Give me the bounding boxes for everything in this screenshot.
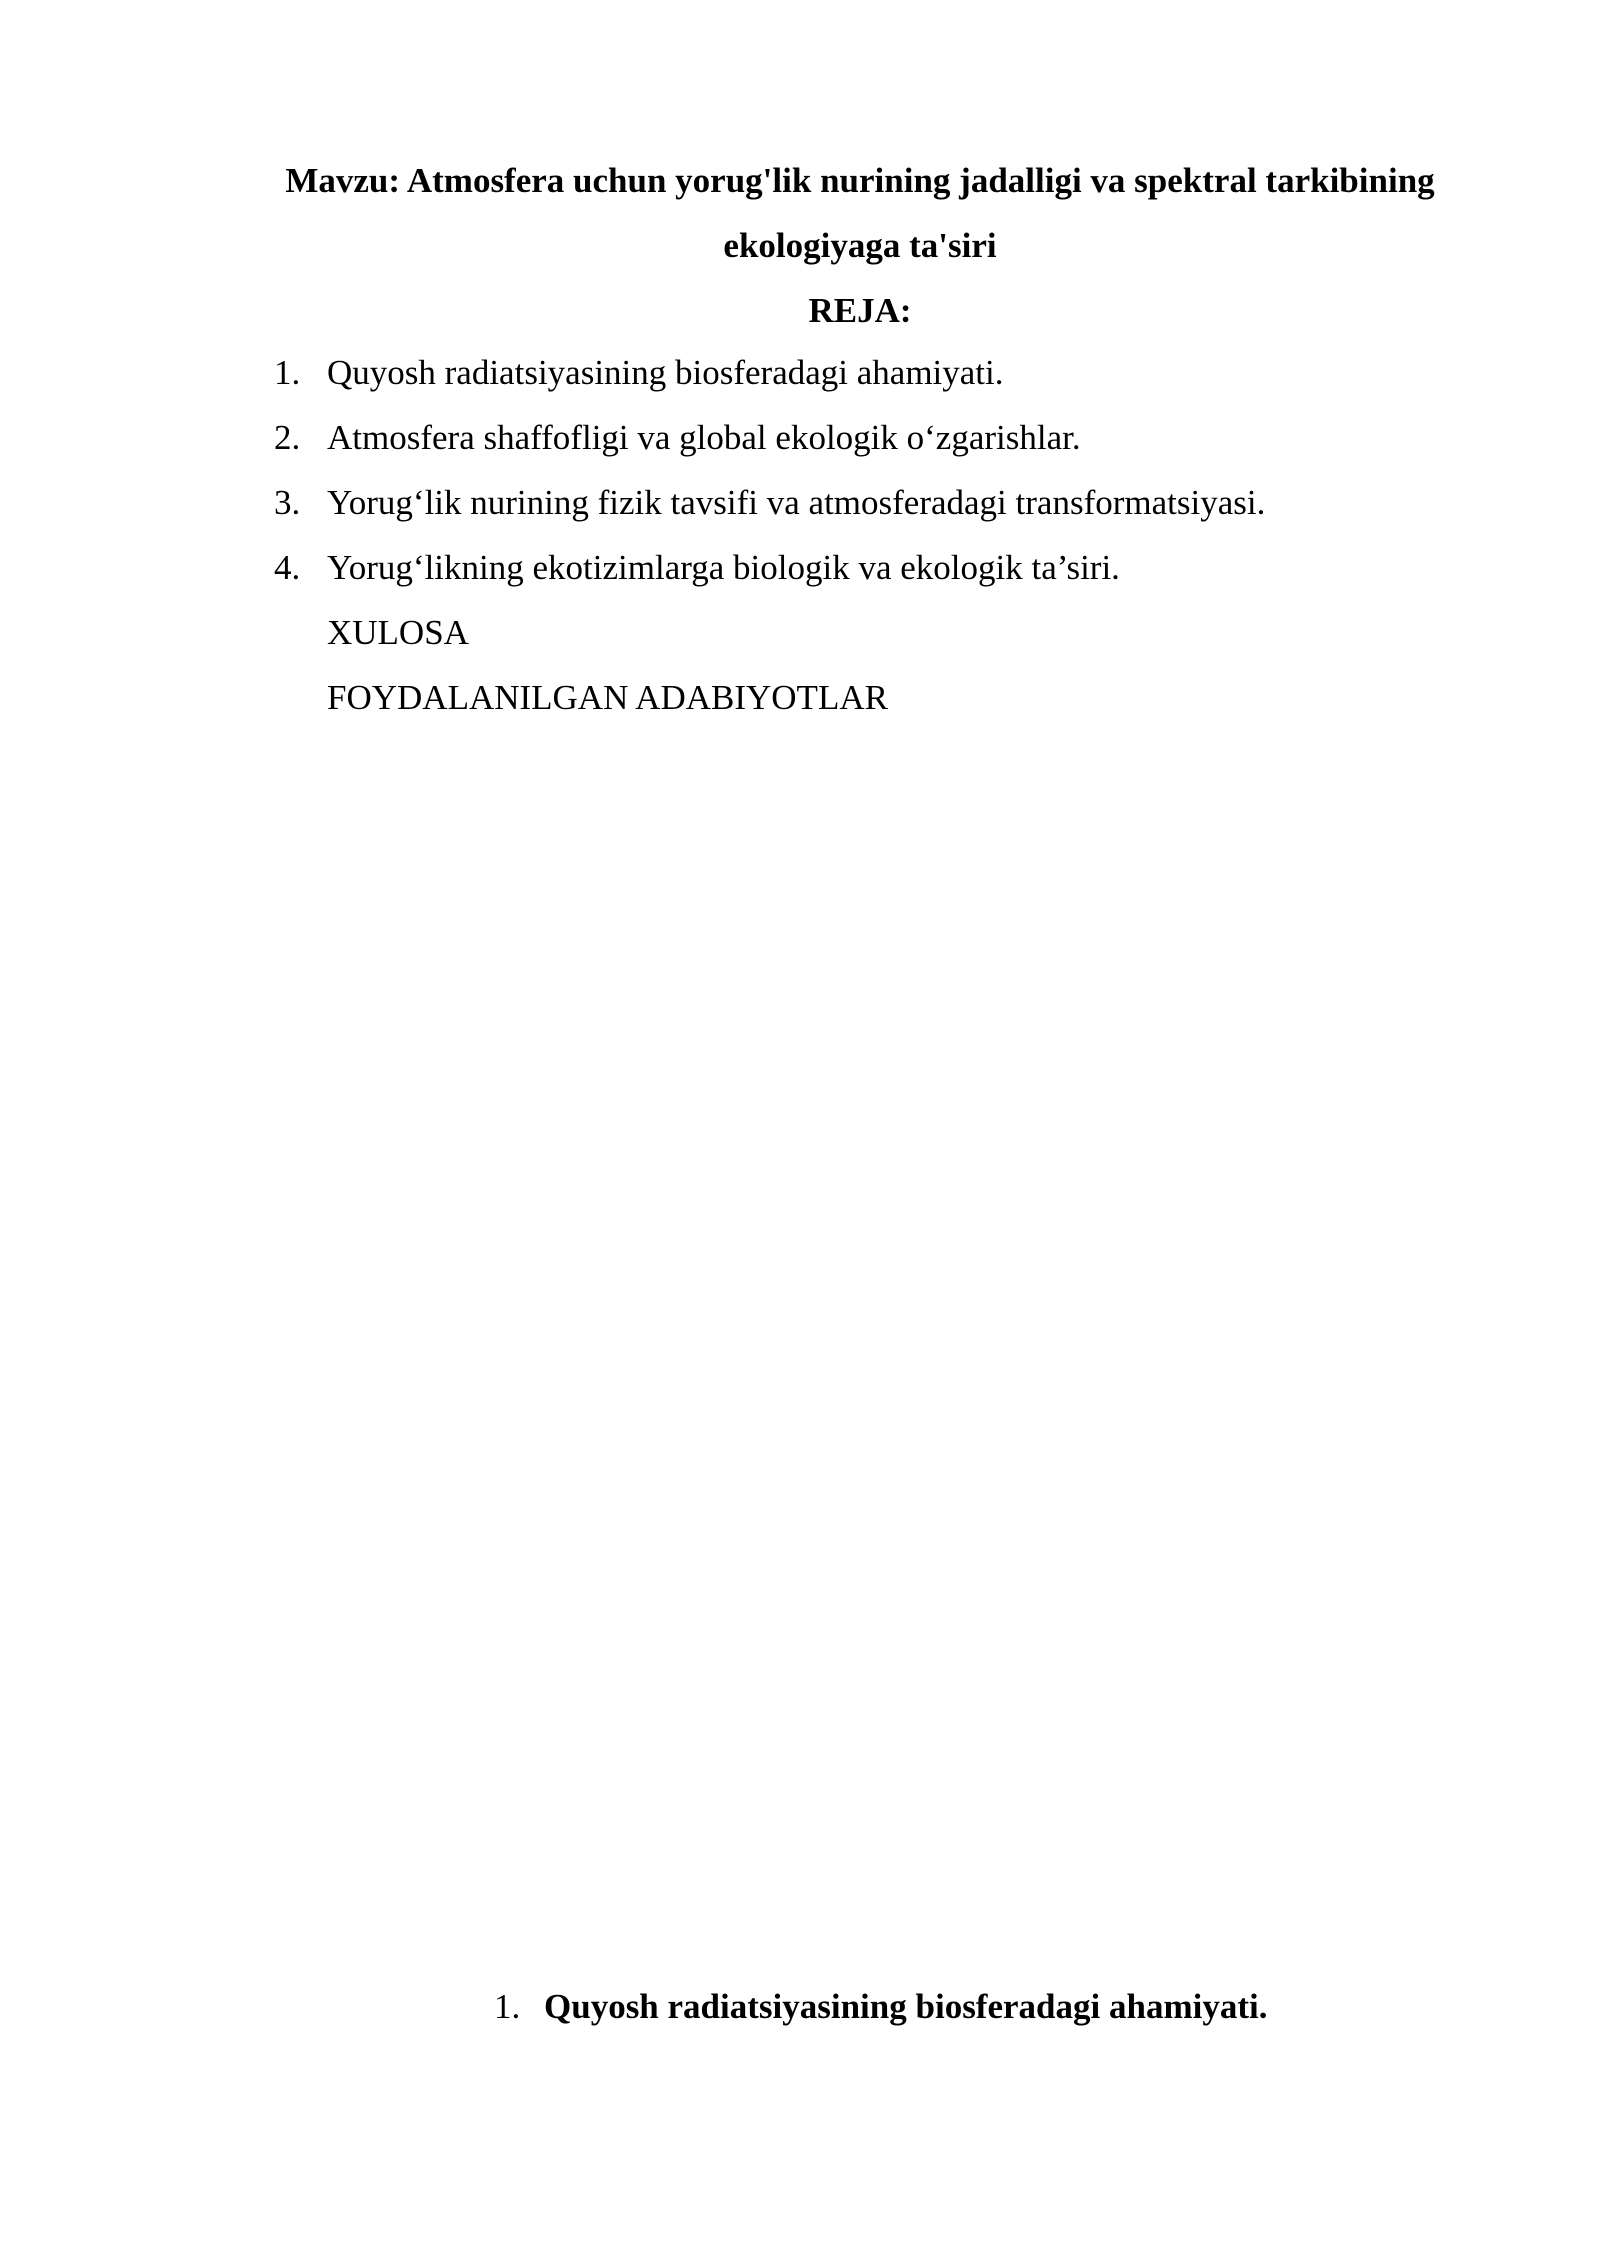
plan-item-number: 1. [274, 353, 301, 392]
plan-list [274, 340, 1474, 730]
plan-heading: REJA: [808, 291, 912, 330]
plan-item-text: Yorug‘lik nurining fizik tavsifi va atmosferadagi transformatsiyasi. [327, 483, 1266, 522]
section-heading-text: Quyosh radiatsiyasining biosferadagi ahamiyati. [544, 1987, 1268, 2026]
plan-item-3 [274, 470, 1474, 535]
plan-item-references [274, 665, 1474, 730]
section-heading-number: 1. [494, 1987, 521, 2026]
plan-item-number: 2. [274, 418, 301, 457]
plan-item-text: Yorug‘likning ekotizimlarga biologik va ekologik ta’siri. [327, 548, 1120, 587]
title-line-2: ekologiyaga ta'siri [723, 226, 997, 265]
plan-item-text: XULOSA [327, 613, 469, 652]
plan-item-2 [274, 405, 1474, 470]
plan-item-text: Atmosfera shaffofligi va global ekologik o‘zgarishlar. [327, 418, 1081, 457]
document-title [230, 148, 1490, 278]
title-line-1: Mavzu: Atmosfera uchun yorug'lik nurining jadalligi va spektral tarkibining [285, 161, 1435, 200]
plan-item-number: 3. [274, 483, 301, 522]
plan-item-number: 4. [274, 548, 301, 587]
plan-item-text: FOYDALANILGAN ADABIYOTLAR [327, 678, 888, 717]
plan-item-1 [274, 340, 1474, 405]
plan-item-conclusion [274, 600, 1474, 665]
plan-item-4 [274, 535, 1474, 600]
plan-item-text: Quyosh radiatsiyasining biosferadagi ahamiyati. [327, 353, 1004, 392]
